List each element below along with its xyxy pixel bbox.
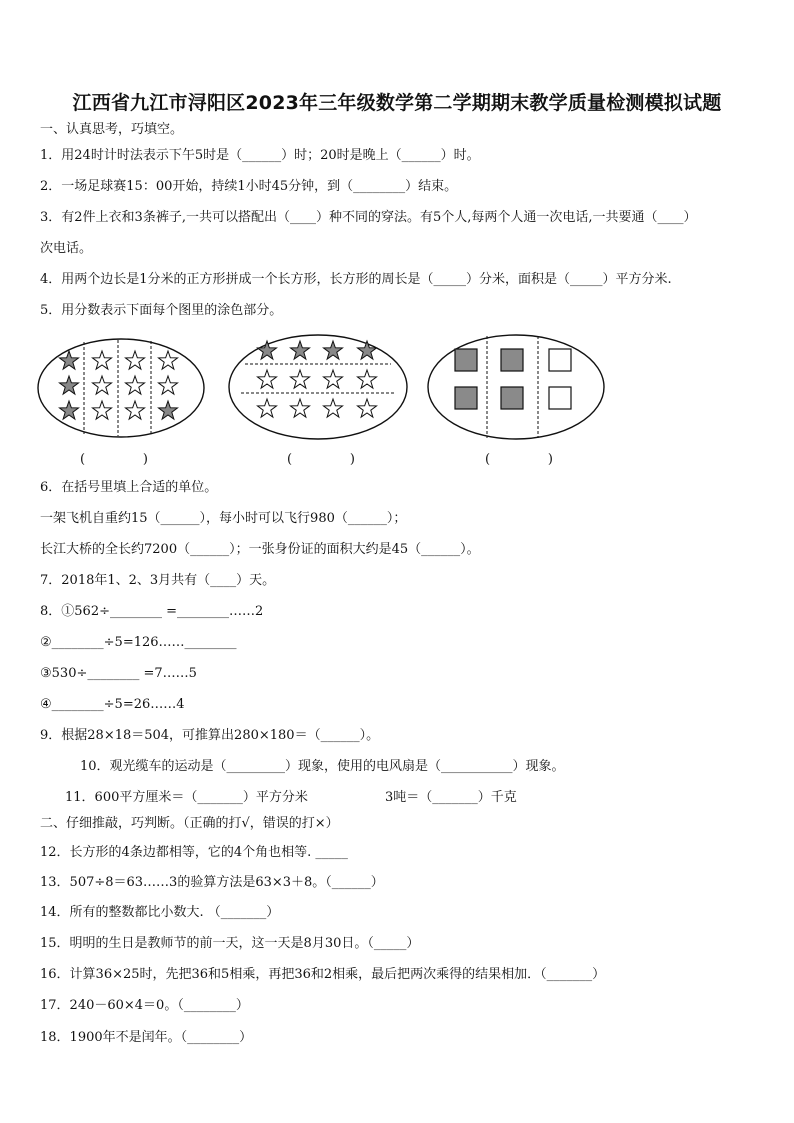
figure-stars-ellipse-1 <box>36 337 206 439</box>
question-7: 7．2018年1、2、3月共有（____）天。 <box>40 573 276 588</box>
question-10: 10．观光缆车的运动是（_________）现象，使用的电风扇是（___________）现象。 <box>80 759 565 774</box>
section-2-heading: 二、仔细推敲，巧判断。（正确的打√，错误的打×） <box>40 816 339 831</box>
question-11-part-a: 11．600平方厘米＝（_______）平方分米 <box>65 790 308 805</box>
answer-blank-figure-3[interactable]: ( ) <box>485 452 553 467</box>
answer-blank-figure-2[interactable]: ( ) <box>287 452 355 467</box>
figure-squares-ellipse <box>426 333 606 441</box>
question-8-4: ④________÷5=26……4 <box>40 697 185 712</box>
question-13: 13．507÷8＝63……3的验算方法是63×3＋8。（______） <box>40 875 384 890</box>
question-17: 17．240－60×4＝0。（________） <box>40 998 249 1013</box>
question-1: 1．用24时计时法表示下午5时是（______）时；20时是晚上（______）时。 <box>40 148 480 163</box>
question-12: 12．长方形的4条边都相等，它的4个角也相等. _____ <box>40 845 348 860</box>
question-15: 15．明明的生日是教师节的前一天，这一天是8月30日。（_____） <box>40 936 420 951</box>
page-title: 江西省九江市浔阳区2023年三年级数学第二学期期末教学质量检测模拟试题 <box>72 92 722 114</box>
question-2: 2．一场足球赛15：00开始，持续1小时45分钟，到（________）结束。 <box>40 179 458 194</box>
question-8-2: ②________÷5=126……________ <box>40 635 237 650</box>
question-16: 16．计算36×25时，先把36和5相乘，再把36和2相乘，最后把两次乘得的结果相加．（_______） <box>40 967 606 982</box>
question-6-part-a: 一架飞机自重约15（______），每小时可以飞行980（______）； <box>40 511 407 526</box>
question-6-part-b: 长江大桥的全长约7200（______）；一张身份证的面积大约是45（______）。 <box>40 542 480 557</box>
figure-stars-ellipse-2 <box>227 333 409 441</box>
answer-blank-figure-1[interactable]: ( ) <box>80 452 148 467</box>
question-4: 4．用两个边长是1分米的正方形拼成一个长方形，长方形的周长是（_____）分米，面积是（_____）平方分米. <box>40 272 672 287</box>
question-5: 5．用分数表示下面每个图里的涂色部分。 <box>40 303 283 318</box>
question-8-3: ③530÷________ =7……5 <box>40 666 197 681</box>
question-9: 9．根据28×18＝504，可推算出280×180＝（______）。 <box>40 728 380 743</box>
question-6: 6．在括号里填上合适的单位。 <box>40 480 218 495</box>
question-11-part-b: 3吨＝（_______）千克 <box>385 790 517 805</box>
question-3-continued: 次电话。 <box>40 241 93 256</box>
question-8-1: 8．①562÷________ =________……2 <box>40 604 264 619</box>
section-1-heading: 一、认真思考，巧填空。 <box>40 122 184 137</box>
question-14: 14．所有的整数都比小数大. （_______） <box>40 905 280 920</box>
question-18: 18．1900年不是闰年。（________） <box>40 1030 253 1045</box>
question-3: 3．有2件上衣和3条裤子,一共可以搭配出（____）种不同的穿法。有5个人,每两个人通一次电话,一共要通（____） <box>40 210 697 225</box>
